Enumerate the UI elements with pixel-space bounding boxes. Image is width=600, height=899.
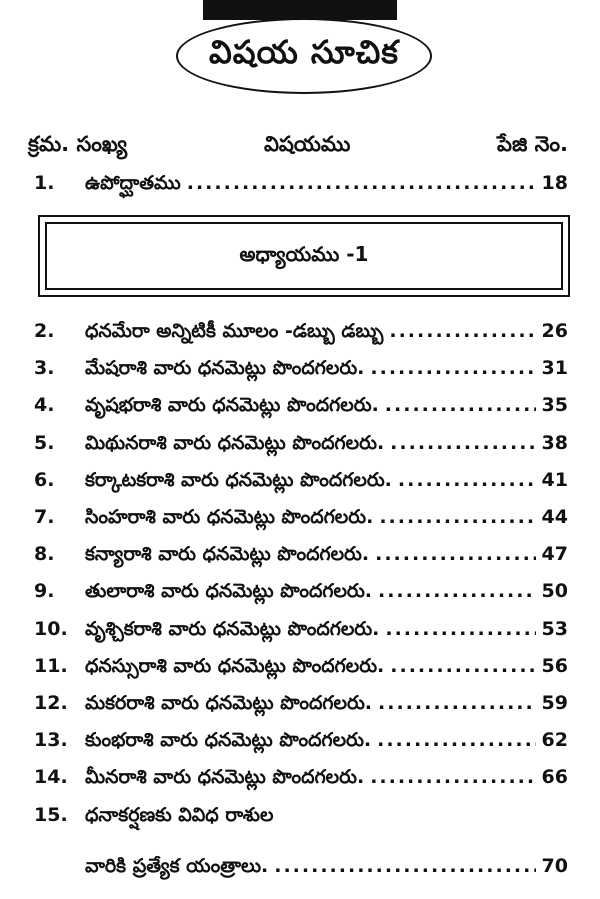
chapter-heading-inner [45, 222, 563, 290]
leader-dots [378, 692, 536, 714]
chapter-heading-box [38, 215, 570, 297]
entry-number: 10. [34, 617, 68, 640]
entry-title: వృషభరాశి వారు ధనమెట్లు పొందగలరు. [85, 394, 379, 417]
entry-title-continuation: వారికి ప్రత్యేక యంత్రాలు. [85, 855, 269, 877]
leader-dots [377, 729, 535, 751]
entry-title: కుంభరాశి వారు ధనమెట్లు పొందగలరు. [85, 729, 372, 752]
toc-header-row [28, 132, 568, 166]
entry-title: మకరరాశి వారు ధనమెట్లు పొందగలరు. [85, 692, 373, 714]
entry-page: 35 [541, 394, 568, 417]
entry-page: 62 [541, 729, 568, 752]
toc-entry [28, 543, 568, 575]
toc-entry-intro [28, 172, 568, 204]
leader-dots [274, 855, 535, 877]
toc-entry [28, 766, 568, 798]
title-oval [176, 18, 432, 94]
entry-page: 66 [541, 766, 568, 789]
leader-dots [390, 432, 535, 454]
leader-dots [370, 357, 535, 379]
entry-page: 70 [541, 855, 568, 877]
leader-dots [390, 655, 535, 677]
page-title: విషయ సూచిక [209, 33, 399, 71]
entry-number: 7. [34, 506, 55, 528]
toc-entry-continuation [85, 855, 568, 887]
leader-dots [385, 394, 536, 416]
toc-entry [28, 320, 568, 352]
entry-number: 13. [34, 729, 68, 752]
entry-page: 41 [541, 468, 568, 491]
entry-page: 31 [541, 357, 568, 380]
entry-number: 14. [34, 766, 68, 789]
entry-page: 26 [541, 320, 568, 342]
entry-title: కర్కాటకరాశి వారు ధనమెట్లు పొందగలరు. [85, 468, 392, 491]
toc-entry [28, 394, 568, 426]
entry-number: 2. [34, 320, 55, 342]
entry-title: ఉపోద్ఘాతము [85, 172, 181, 194]
entry-number: 15. [34, 803, 68, 826]
entry-title: సింహరాశి వారు ధనమెట్లు పొందగలరు. [85, 506, 374, 528]
toc-entry [28, 729, 568, 761]
entry-page: 44 [541, 506, 568, 528]
entry-number: 5. [34, 431, 55, 454]
entry-number: 8. [34, 543, 55, 566]
toc-entry [28, 357, 568, 389]
header-number: క్రమ. సంఖ్య [28, 132, 128, 156]
toc-entry [28, 580, 568, 612]
leader-dots [379, 506, 535, 528]
entry-number: 1. [34, 172, 55, 194]
leader-dots [378, 580, 536, 602]
entry-number: 12. [34, 692, 68, 714]
leader-dots [375, 543, 535, 565]
toc-entry [28, 469, 568, 501]
entry-title: ధనాకర్షణకు వివిధ రాశుల [85, 803, 274, 826]
entry-title: మేషరాశి వారు ధనమెట్లు పొందగలరు. [85, 357, 365, 380]
header-page: పేజి నెం. [497, 132, 568, 156]
entry-title: వృశ్చికరాశి వారు ధనమెట్లు పొందగలరు. [85, 617, 380, 640]
leader-dots [187, 172, 536, 194]
entry-page: 56 [541, 654, 568, 677]
toc-entry [28, 692, 568, 724]
toc-entry [28, 618, 568, 650]
entry-title: తులారాశి వారు ధనమెట్లు పొందగలరు. [85, 580, 372, 603]
entry-page: 38 [541, 431, 568, 454]
entry-page: 53 [541, 617, 568, 640]
leader-dots [370, 766, 535, 788]
entry-title: మీనరాశి వారు ధనమెట్లు పొందగలరు. [85, 766, 365, 789]
toc-entry [28, 432, 568, 464]
entry-number: 4. [34, 394, 55, 417]
chapter-heading: అధ్యాయము -1 [239, 241, 369, 266]
top-decorative-bar [203, 0, 397, 20]
entry-number: 11. [34, 654, 68, 677]
entry-page: 59 [541, 692, 568, 714]
leader-dots [389, 320, 535, 342]
entry-page: 47 [541, 543, 568, 566]
entry-number: 6. [34, 468, 55, 491]
entry-page: 50 [541, 580, 568, 603]
entry-title: కన్యారాశి వారు ధనమెట్లు పొందగలరు. [85, 543, 370, 566]
entry-number: 9. [34, 580, 55, 603]
entry-title: ధనస్సురాశి వారు ధనమెట్లు పొందగలరు. [85, 654, 385, 677]
entry-title: ధనమేరా అన్నిటికీ మూలం -డబ్బు డబ్బు [85, 320, 384, 342]
toc-entry [28, 655, 568, 687]
leader-dots [398, 469, 536, 491]
entry-title: మిథునరాశి వారు ధనమెట్లు పొందగలరు. [85, 431, 385, 454]
entry-page: 18 [541, 172, 568, 194]
toc-entry [28, 804, 568, 836]
header-subject: విషయము [264, 132, 351, 156]
entry-number: 3. [34, 357, 55, 380]
leader-dots [385, 618, 535, 640]
toc-entry [28, 506, 568, 538]
